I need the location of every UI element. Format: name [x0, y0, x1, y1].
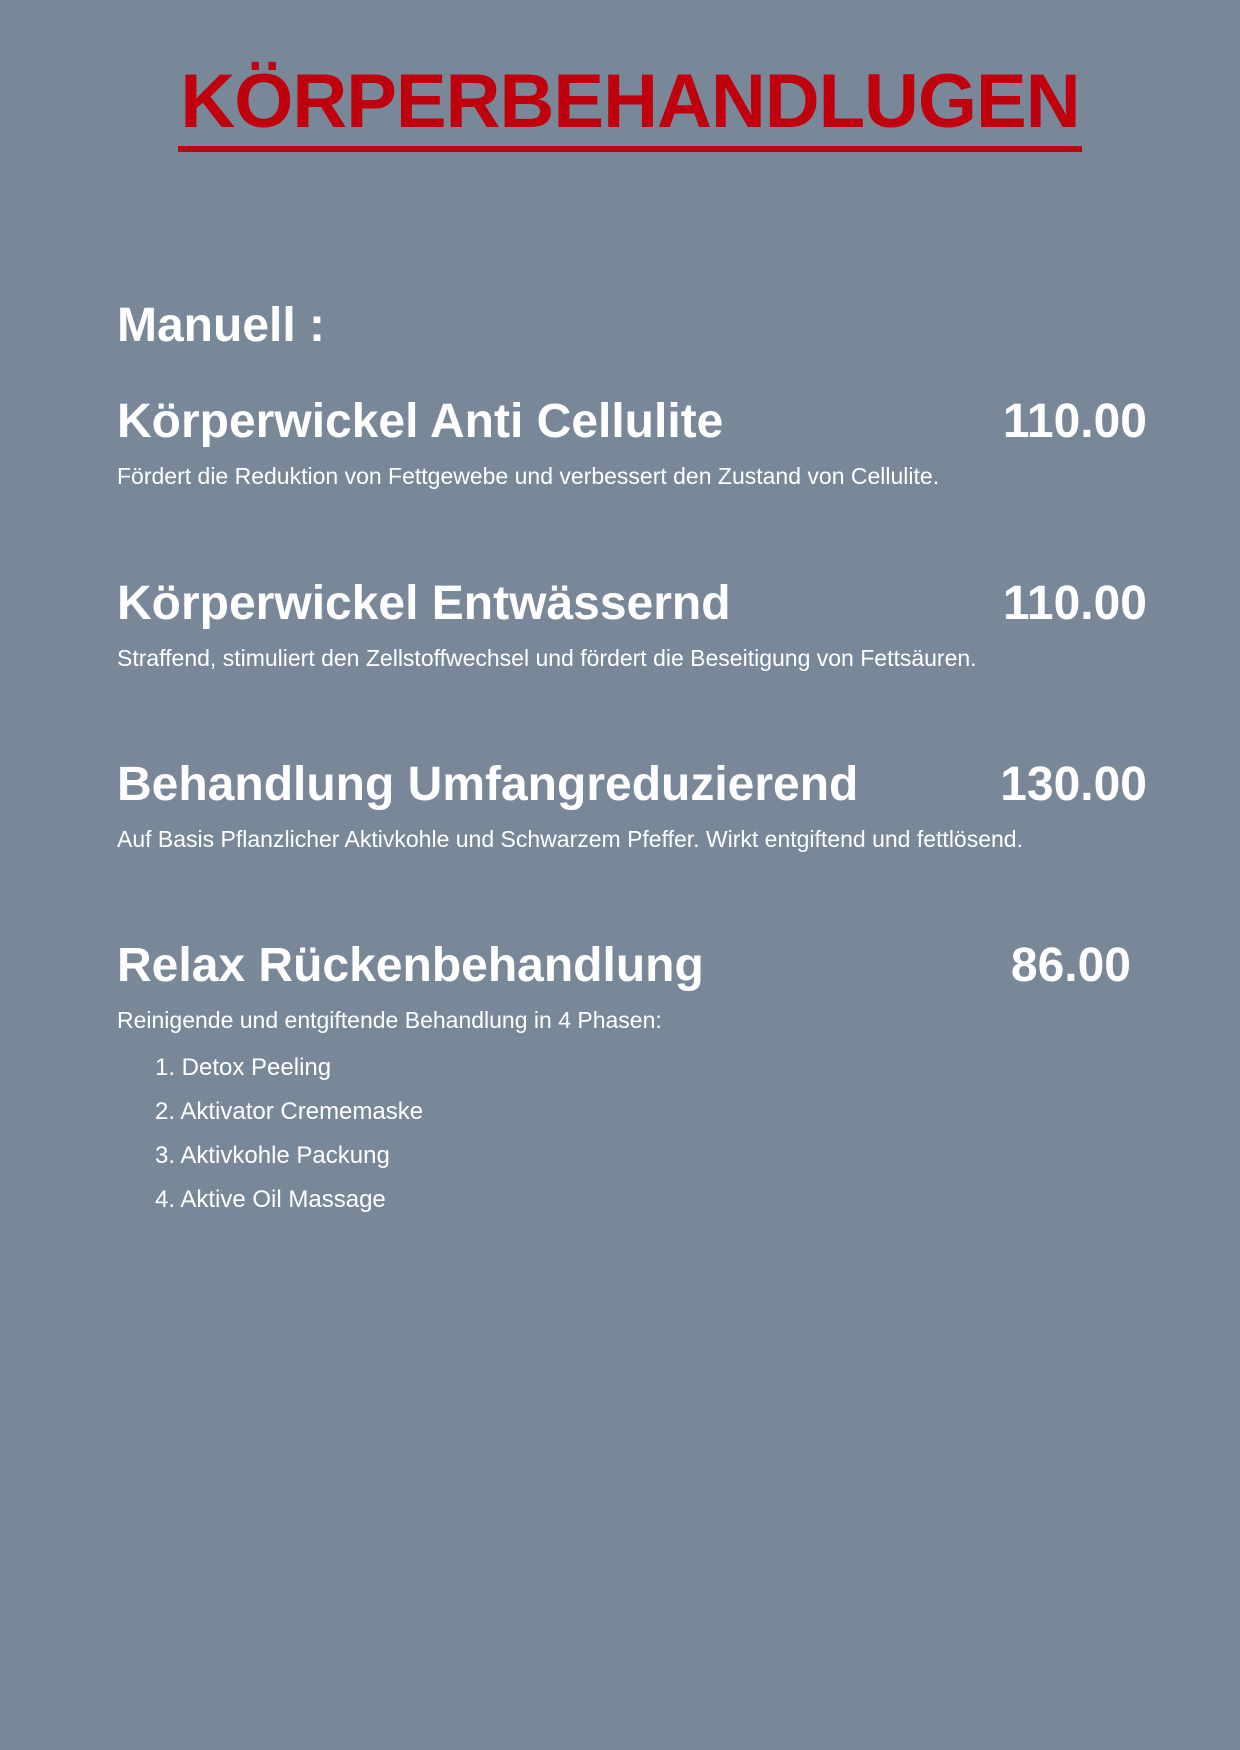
treatment-price: 110.00 — [1002, 577, 1147, 630]
treatment-name: Relax Rückenbehandlung — [117, 939, 704, 992]
treatment-name: Körperwickel Anti Cellulite — [117, 395, 724, 448]
treatment-price: 86.00 — [1010, 939, 1131, 992]
phase-item: 3. Aktivkohle Packung — [155, 1142, 390, 1169]
treatment-description: Reinigende und entgiftende Behandlung in 4 Phasen: — [117, 1007, 662, 1033]
phase-list — [155, 1046, 423, 1222]
treatment-price: 130.00 — [1000, 758, 1147, 811]
treatment-name: Körperwickel Entwässernd — [117, 577, 731, 630]
treatment-description: Fördert die Reduktion von Fettgewebe und verbessert den Zustand von Cellulite. — [117, 463, 940, 489]
treatment-name: Behandlung Umfangreduzierend — [117, 758, 859, 811]
page-title-text: KÖRPERBEHANDLUGEN — [178, 58, 1081, 152]
phase-item: 1. Detox Peeling — [155, 1054, 332, 1081]
treatment-price: 110.00 — [1002, 395, 1147, 448]
phase-item: 2. Aktivator Crememaske — [155, 1098, 424, 1125]
page-title — [0, 58, 1240, 152]
treatment-description: Straffend, stimuliert den Zellstoffwechsel und fördert die Beseitigung von Fettsäuren. — [117, 645, 977, 671]
phase-item: 4. Aktive Oil Massage — [155, 1186, 386, 1213]
section-heading: Manuell : — [117, 299, 326, 352]
treatment-description: Auf Basis Pflanzlicher Aktivkohle und Schwarzem Pfeffer. Wirkt entgiftend und fettlösend. — [117, 826, 1023, 852]
